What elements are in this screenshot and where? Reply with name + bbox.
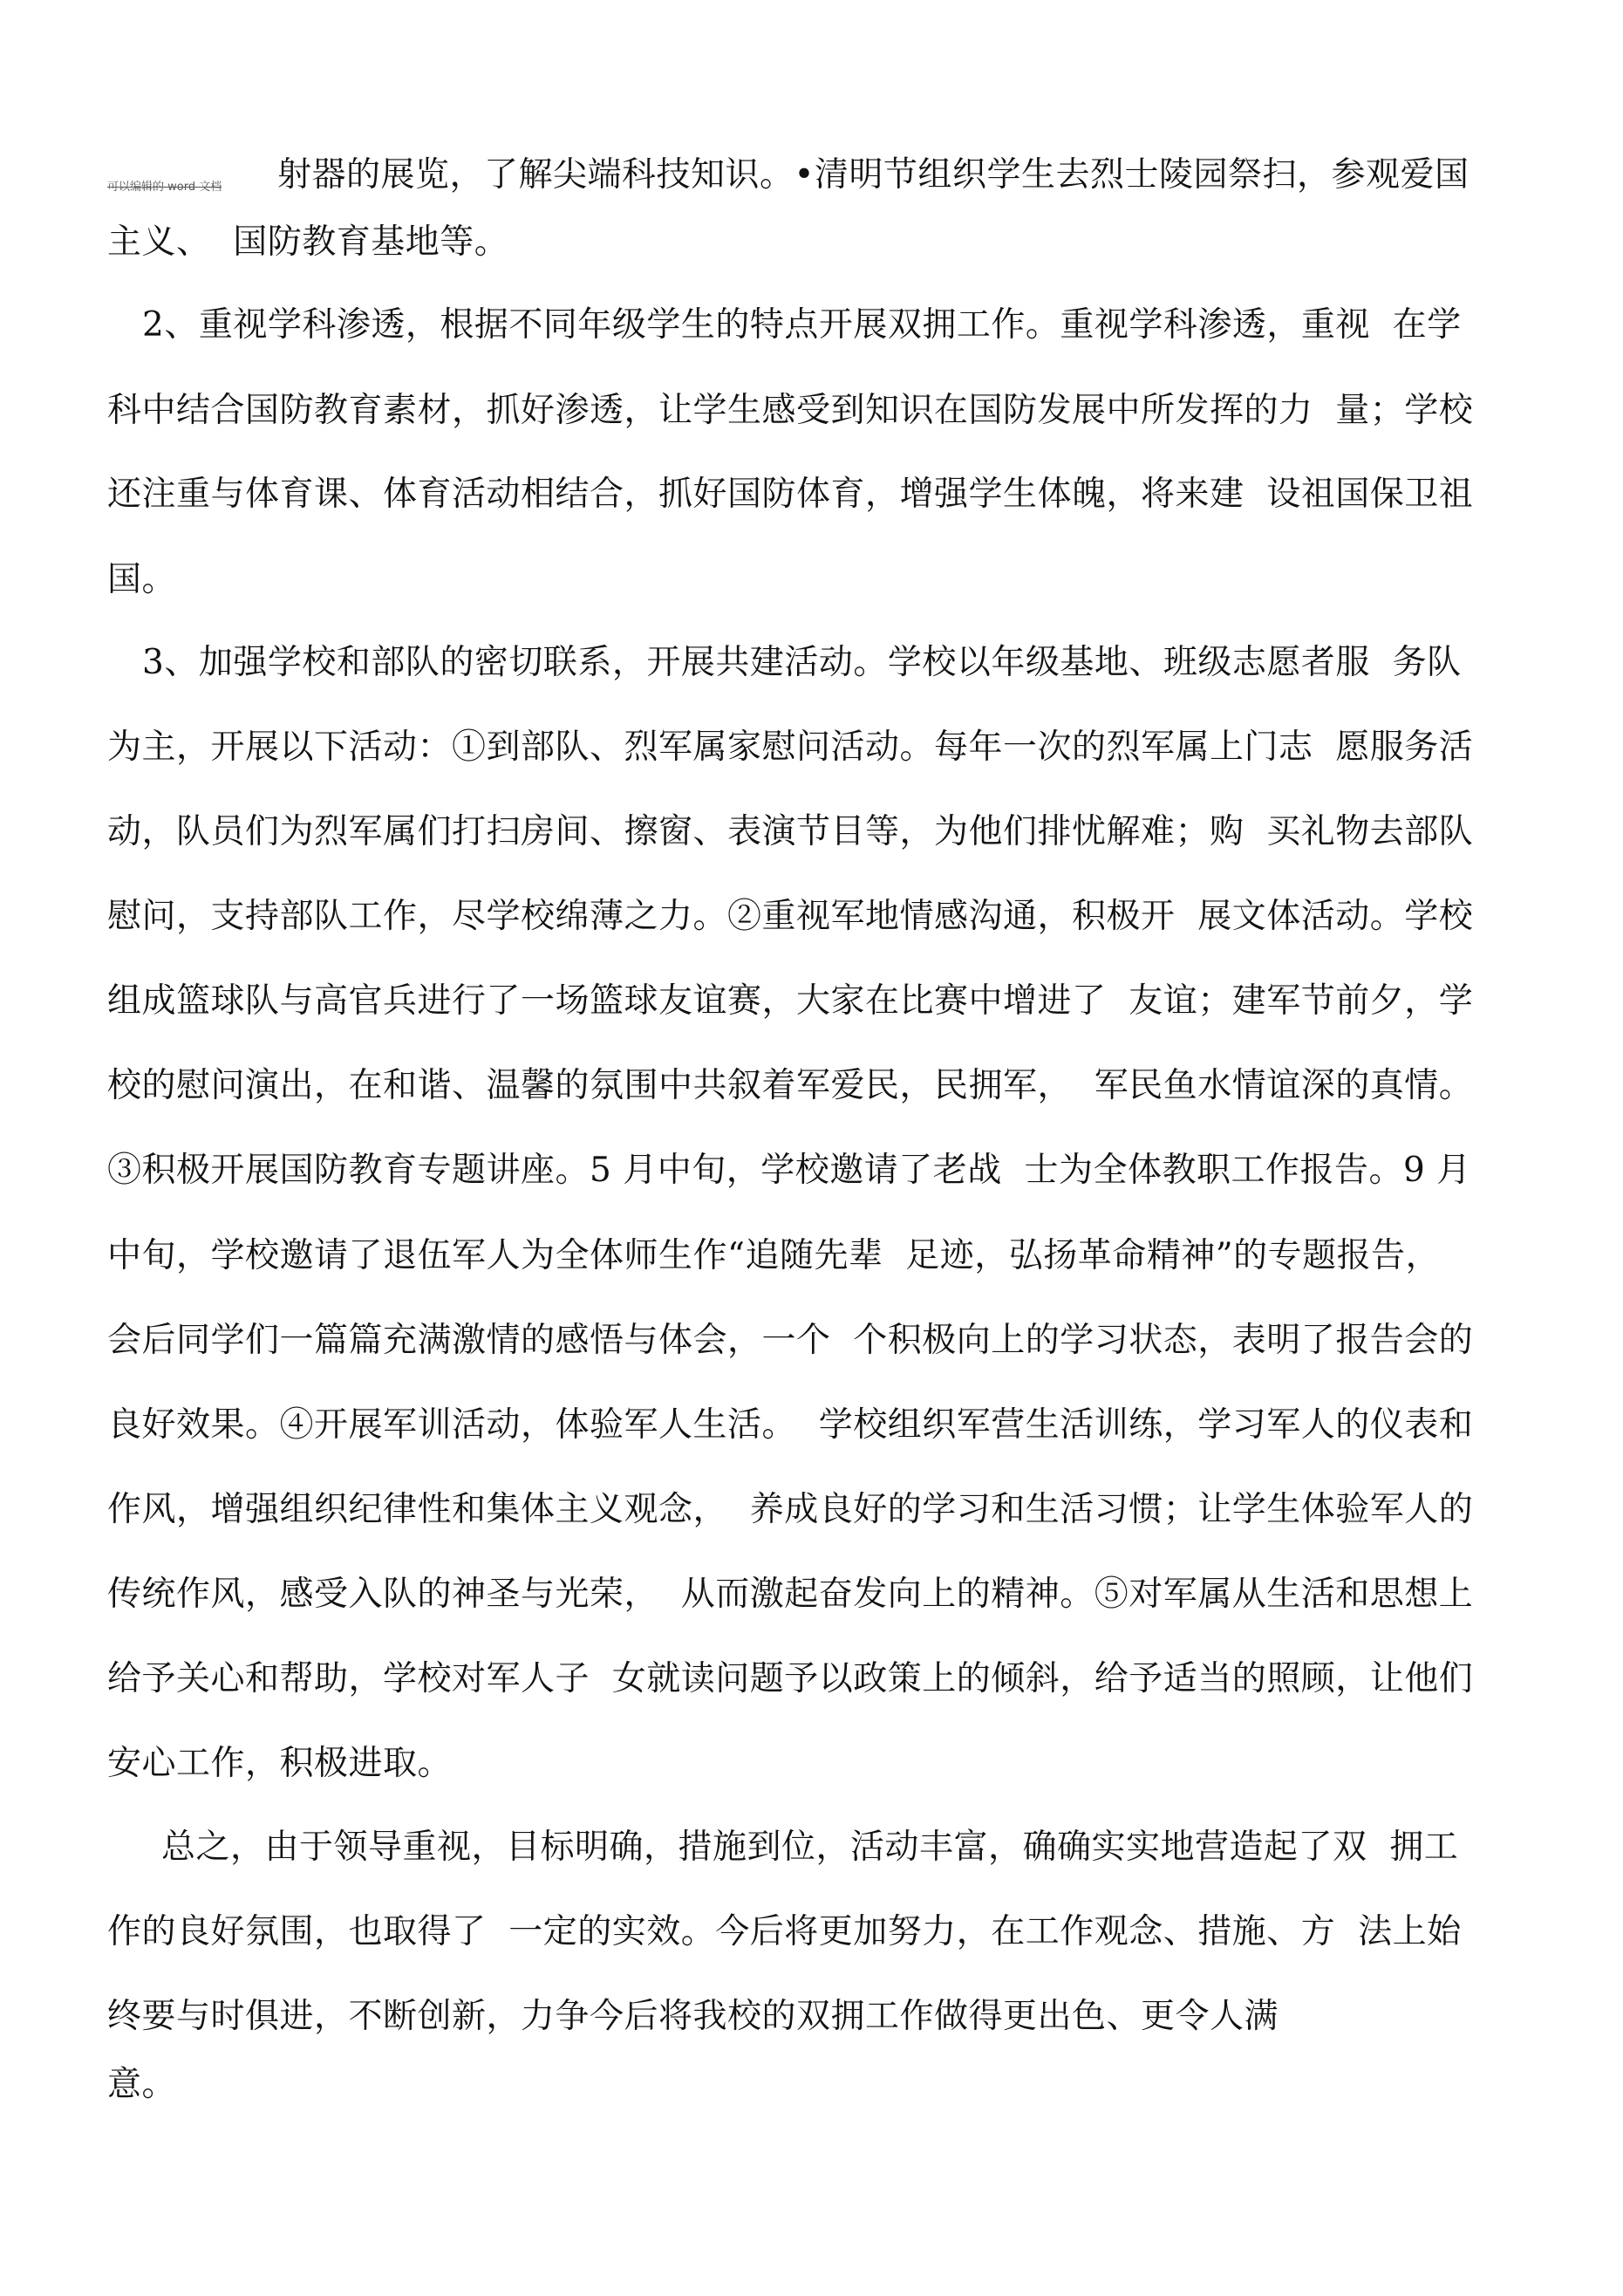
watermark-label: 可以编辑的 word 文档: [107, 181, 222, 194]
text-line: 科中结合国防教育素材，抓好渗透，让学生感受到知识在国防发展中所发挥的力 量；学校: [107, 391, 1474, 430]
text-line: 组成篮球队与高官兵进行了一场篮球友谊赛，大家在比赛中增进了 友谊；建军节前夕，学: [107, 981, 1474, 1021]
text-line: 总之，由于领导重视，目标明确，措施到位，活动丰富，确确实实地营造起了双 拥工: [161, 1828, 1459, 1867]
text-line: 主义、 国防教育基地等。: [107, 222, 509, 262]
text-line: 作的良好氛围，也取得了 一定的实效。今后将更加努力，在工作观念、措施、方 法上始: [107, 1912, 1462, 1951]
text-line: 动，队员们为烈军属们打扫房间、擦窗、表演节目等，为他们排忧解难；购 买礼物去部队: [107, 812, 1474, 851]
text-line: 安心工作，积极进取。: [107, 1744, 453, 1783]
text-line: 慰问，支持部队工作，尽学校绵薄之力。②重视军地情感沟通，积极开 展文体活动。学校: [107, 897, 1474, 936]
text-line: 意。: [107, 2065, 177, 2104]
text-line: 终要与时俱进，不断创新，力争今后将我校的双拥工作做得更出色、更令人满: [107, 1997, 1279, 2036]
text-line: 国。: [107, 560, 177, 599]
text-line: ③积极开展国防教育专题讲座。5 月中旬，学校邀请了老战 士为全体教职工作报告。9 月: [107, 1151, 1471, 1190]
text-line: 中旬，学校邀请了退伍军人为全体师生作“追随先辈 足迹，弘扬革命精神”的专题报告，: [107, 1236, 1441, 1275]
text-line: 校的慰问演出，在和谐、温馨的氛围中共叙着军爱民，民拥军， 军民鱼水情谊深的真情。: [107, 1066, 1474, 1105]
text-line: 给予关心和帮助，学校对军人子 女就读问题予以政策上的倾斜，给予适当的照顾，让他们: [107, 1659, 1474, 1698]
text-line: 良好效果。④开展军训活动，体验军人生活。 学校组织军营生活训练，学习军人的仪表和: [107, 1405, 1474, 1445]
text-line: 射器的展览，了解尖端科技知识。•清明节组织学生去烈士陵园祭扫，参观爱国: [277, 155, 1470, 195]
text-line: 还注重与体育课、体育活动相结合，抓好国防体育，增强学生体魄，将来建 设祖国保卫祖: [107, 475, 1474, 514]
text-line: 为主，开展以下活动：①到部队、烈军属家慰问活动。每年一次的烈军属上门志 愿服务活: [107, 728, 1474, 767]
text-line: 传统作风，感受入队的神圣与光荣， 从而激起奋发向上的精神。⑤对军属从生活和思想上: [107, 1575, 1474, 1614]
text-line: 2、重视学科渗透，根据不同年级学生的特点开展双拥工作。重视学科渗透，重视 在学: [142, 305, 1462, 345]
text-line: 会后同学们一篇篇充满激情的感悟与体会，一个 个积极向上的学习状态，表明了报告会的: [107, 1321, 1474, 1360]
text-line: 作风，增强组织纪律性和集体主义观念， 养成良好的学习和生活习惯；让学生体验军人的: [107, 1490, 1474, 1529]
text-line: 3、加强学校和部队的密切联系，开展共建活动。学校以年级基地、班级志愿者服 务队: [142, 643, 1462, 682]
